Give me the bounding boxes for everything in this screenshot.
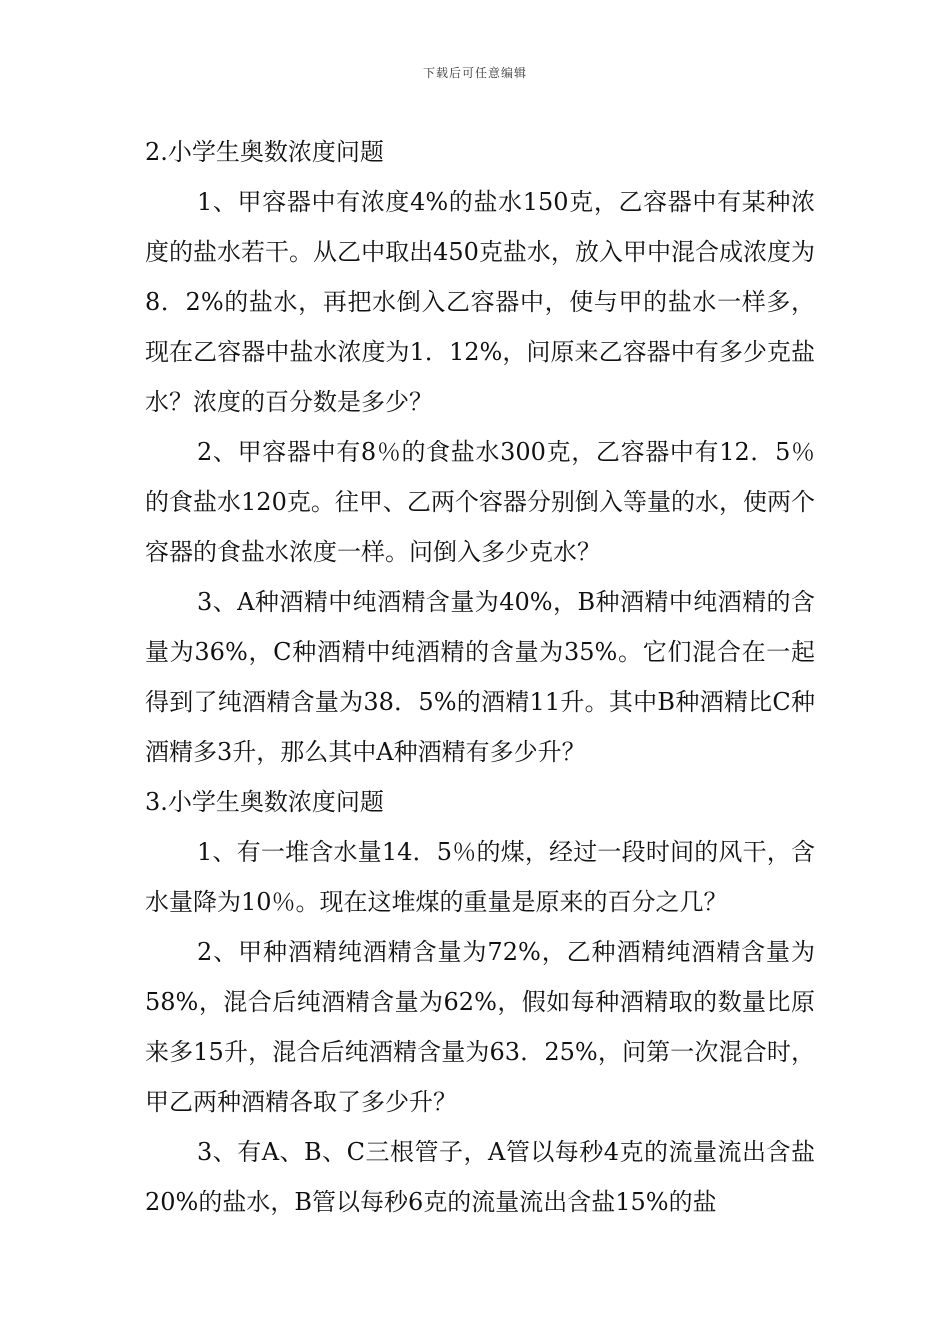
problem-paragraph: 2、甲种酒精纯酒精含量为72%，乙种酒精纯酒精含量为58%，混合后纯酒精含量为62%，假如每种酒精取的数量比原来多15升，混合后纯酒精含量为63．25%，问第一次混合时，甲乙两种酒精各取了多少升？ [145,938,815,1116]
problem-paragraph: 3、有A、B、C三根管子，A管以每秒4克的流量流出含盐20%的盐水，B管以每秒6克的流量流出含盐15%的盐 [145,1138,815,1216]
problem-paragraph: 2、甲容器中有8％的食盐水300克，乙容器中有12．5％的食盐水120克。往甲、乙两个容器分别倒入等量的水，使两个容器的食盐水浓度一样。问倒入多少克水？ [145,438,815,566]
document-body [145,127,815,1227]
page-header: 下载后可任意编辑 [422,66,527,80]
section-3 [145,777,815,1227]
problem-paragraph: 1、有一堆含水量14．5％的煤，经过一段时间的风干，含水量降为10％。现在这堆煤的重量是原来的百分之几？ [145,838,815,916]
problem-paragraph: 1、甲容器中有浓度4%的盐水150克，乙容器中有某种浓度的盐水若干。从乙中取出450克盐水，放入甲中混合成浓度为8．2%的盐水，再把水倒入乙容器中，使与甲的盐水一样多，现在乙容器中盐水浓度为1．12%，问原来乙容器中有多少克盐水？浓度的百分数是多少？ [145,188,815,416]
section-heading: 3.小学生奥数浓度问题 [145,788,384,816]
problem-paragraph: 3、A种酒精中纯酒精含量为40%，B种酒精中纯酒精的含量为36%，C种酒精中纯酒精的含量为35%。它们混合在一起得到了纯酒精含量为38．5%的酒精11升。其中B种酒精比C种酒精多3升，那么其中A种酒精有多少升？ [145,588,815,766]
section-2 [145,127,815,777]
section-heading: 2.小学生奥数浓度问题 [145,138,384,166]
